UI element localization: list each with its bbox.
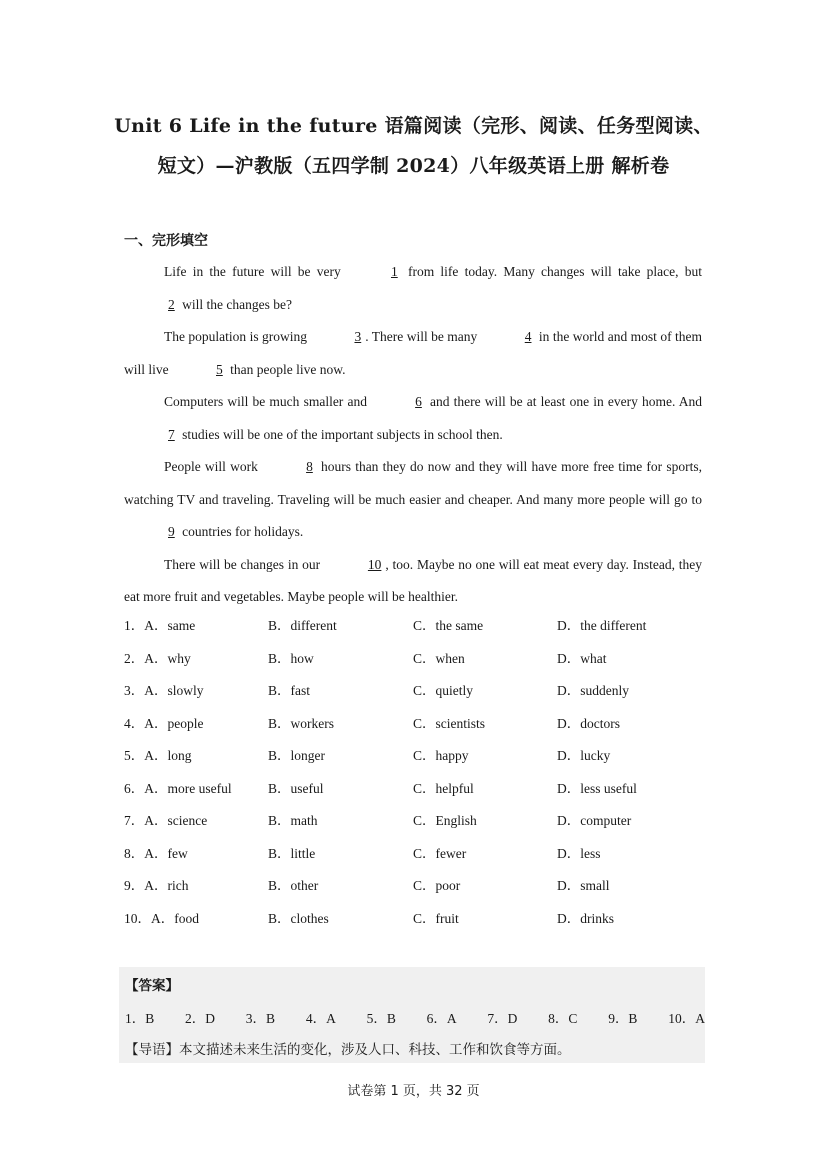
question-row	[124, 838, 724, 871]
option-c: C．fewer	[413, 845, 467, 861]
option-a: 2．A．why	[124, 650, 191, 666]
passage-text: Computers will be much smaller and	[164, 394, 372, 409]
passage-text: . There will be many	[365, 329, 481, 344]
option-a: 8．A．few	[124, 845, 188, 861]
option-d: D．less useful	[557, 780, 637, 796]
question-row	[124, 643, 724, 676]
option-b: B．longer	[268, 748, 325, 763]
blank-6: 6	[415, 394, 422, 409]
option-d: D．computer	[557, 813, 632, 828]
passage-text: will the changes be?	[178, 296, 292, 312]
option-c: C．happy	[413, 748, 469, 763]
passage-text: , too. Maybe no one will eat meat every day. Instead, they eat more fruit and vegetables. Maybe people will be healthier.	[124, 556, 702, 604]
answer-item: 1．B	[125, 1011, 155, 1026]
answer-item: 5．B	[366, 1011, 396, 1026]
option-b: B．clothes	[268, 910, 329, 926]
passage-text: studies will be one of the important subjects in school then.	[178, 426, 503, 442]
option-a: 10．A．food	[124, 910, 199, 926]
passage-text: There will be changes in our	[164, 556, 324, 572]
answer-item: 7．D	[487, 1011, 518, 1026]
answer-box	[119, 967, 705, 1063]
option-b: B．different	[268, 618, 337, 633]
blank-3: 3	[354, 329, 362, 344]
option-d: D．lucky	[557, 748, 611, 763]
option-c: C．scientists	[413, 715, 486, 731]
option-d: D．drinks	[557, 910, 614, 926]
title-line-1: Unit 6 Life in the future 语篇阅读（完形、阅读、任务型阅读、	[114, 115, 713, 137]
answer-item: 6．A	[426, 1011, 457, 1026]
blank-2: 2	[168, 296, 175, 312]
passage-text: The population is growing	[164, 329, 311, 344]
option-a: 6．A．more useful	[124, 780, 232, 796]
option-b: B．useful	[268, 780, 324, 796]
blank-7: 7	[168, 426, 175, 442]
answer-list	[125, 1007, 705, 1027]
question-row	[124, 773, 724, 806]
passage-paragraph	[124, 321, 702, 386]
option-c: C．fruit	[413, 910, 459, 926]
answer-guide: 【导语】本文描述未来生活的变化，涉及人口、科技、工作和饮食等方面。	[125, 1042, 571, 1058]
option-b: B．other	[268, 878, 319, 893]
title-line-2: 短文）—沪教版（五四学制 2024）八年级英语上册 解析卷	[157, 155, 670, 177]
section-heading: 一、完形填空	[124, 233, 208, 249]
passage-paragraph	[124, 549, 702, 614]
question-row	[124, 675, 724, 708]
passage-text: Life in the future will be very	[164, 264, 347, 279]
question-row	[124, 708, 724, 741]
option-a: 5．A．long	[124, 748, 192, 763]
question-options	[124, 610, 724, 935]
option-b: B．workers	[268, 715, 334, 731]
option-a: 7．A．science	[124, 813, 208, 828]
passage-paragraph	[124, 386, 702, 451]
question-row	[124, 870, 724, 903]
page-footer: 试卷第 1 页，共 32 页	[347, 1084, 480, 1099]
option-b: B．how	[268, 650, 314, 666]
passage-text: from life today. Many changes will take place, but	[401, 264, 702, 279]
option-c: C．helpful	[413, 780, 474, 796]
cloze-passage	[124, 256, 702, 614]
option-a: 3．A．slowly	[124, 683, 204, 698]
question-row	[124, 805, 724, 838]
blank-1: 1	[390, 264, 398, 279]
passage-paragraph	[124, 256, 702, 321]
option-c: C．poor	[413, 878, 461, 893]
blank-4: 4	[524, 329, 532, 344]
option-d: D．doctors	[557, 715, 620, 731]
passage-text: People will work	[164, 459, 263, 474]
option-d: D．the different	[557, 618, 647, 633]
answer-item: 3．B	[245, 1011, 276, 1026]
option-c: C．when	[413, 650, 465, 666]
passage-text: in the world and most of them will live	[124, 329, 702, 377]
answer-item: 9．B	[608, 1011, 638, 1026]
passage-text: than people live now.	[226, 361, 346, 377]
passage-text: countries for holidays.	[178, 524, 304, 539]
option-a: 9．A．rich	[124, 878, 189, 893]
answer-item: 2．D	[185, 1011, 216, 1026]
answer-item: 4．A	[305, 1011, 336, 1026]
answer-item: 10．A	[668, 1011, 705, 1026]
blank-5: 5	[216, 361, 223, 377]
option-b: B．fast	[268, 683, 310, 698]
passage-text: hours than they do now and they will have more free time for sports, watching TV and traveling. Traveling will be much easier and cheaper. And many more people will go to	[124, 459, 702, 507]
question-row	[124, 903, 724, 936]
answer-heading: 【答案】	[125, 978, 179, 994]
option-d: D．small	[557, 878, 610, 893]
answer-item: 8．C	[548, 1011, 578, 1026]
passage-paragraph	[124, 451, 702, 549]
question-row	[124, 610, 724, 643]
option-c: C．the same	[413, 618, 484, 633]
option-c: C．quietly	[413, 683, 473, 698]
option-c: C．English	[413, 813, 477, 828]
option-d: D．suddenly	[557, 683, 629, 698]
document-title	[110, 106, 717, 186]
option-b: B．little	[268, 845, 316, 861]
blank-8: 8	[306, 459, 313, 474]
option-d: D．less	[557, 845, 601, 861]
blank-9: 9	[168, 524, 175, 539]
option-a: 1．A．same	[124, 618, 196, 633]
blank-10: 10	[367, 556, 382, 572]
option-a: 4．A．people	[124, 715, 204, 731]
question-row	[124, 740, 724, 773]
passage-text: and there will be at least one in every home. And	[425, 394, 702, 409]
option-b: B．math	[268, 813, 318, 828]
option-d: D．what	[557, 650, 607, 666]
